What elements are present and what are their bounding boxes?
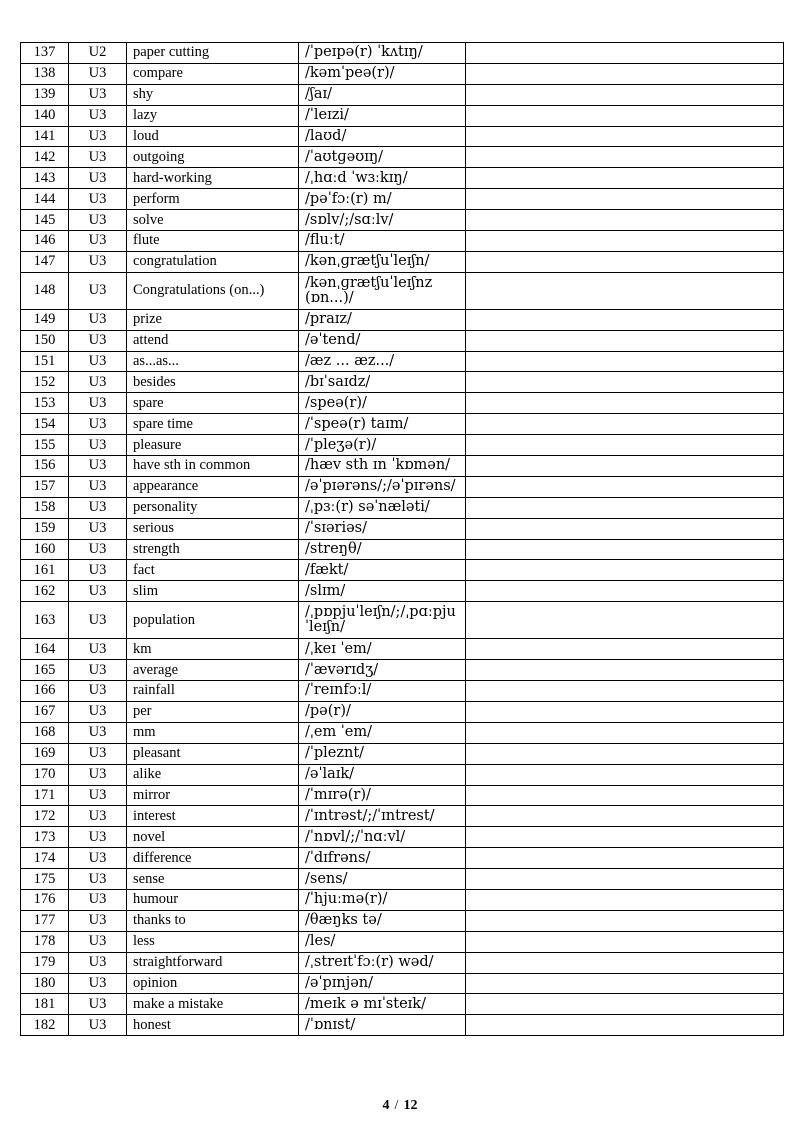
entry-number: 145 — [21, 210, 69, 231]
entry-phonetic: /ˌpɜː(r) səˈnæləti/ — [299, 497, 466, 518]
entry-phonetic: /ˈhjuːmə(r)/ — [299, 889, 466, 910]
table-row — [21, 722, 784, 743]
entry-phonetic: /ˈpleʒə(r)/ — [299, 435, 466, 456]
entry-unit: U3 — [69, 84, 127, 105]
entry-phonetic: /əˈpɪərəns/;/əˈpɪrəns/ — [299, 476, 466, 497]
entry-number: 157 — [21, 476, 69, 497]
entry-phonetic: /ˈdɪfrəns/ — [299, 848, 466, 869]
table-row — [21, 330, 784, 351]
entry-phonetic: /kəmˈpeə(r)/ — [299, 63, 466, 84]
entry-phonetic: /ˈreɪnfɔːl/ — [299, 681, 466, 702]
table-row — [21, 272, 784, 309]
entry-number: 181 — [21, 994, 69, 1015]
entry-word: outgoing — [127, 147, 299, 168]
table-row — [21, 309, 784, 330]
entry-word: less — [127, 931, 299, 952]
table-row — [21, 889, 784, 910]
entry-phonetic: /ˈleɪzi/ — [299, 105, 466, 126]
entry-note — [466, 372, 784, 393]
entry-phonetic: /laʊd/ — [299, 126, 466, 147]
entry-word: straightforward — [127, 952, 299, 973]
entry-phonetic: /pəˈfɔː(r) m/ — [299, 189, 466, 210]
entry-note — [466, 272, 784, 309]
table-row — [21, 518, 784, 539]
entry-note — [466, 147, 784, 168]
entry-note — [466, 456, 784, 477]
entry-unit: U3 — [69, 994, 127, 1015]
entry-word: interest — [127, 806, 299, 827]
entry-number: 137 — [21, 43, 69, 64]
entry-unit: U3 — [69, 168, 127, 189]
entry-note — [466, 497, 784, 518]
entry-phonetic: /kənˌɡrætʃuˈleɪʃnz (ɒn...)/ — [299, 272, 466, 309]
entry-word: sense — [127, 869, 299, 890]
entry-unit: U3 — [69, 539, 127, 560]
table-row — [21, 806, 784, 827]
entry-word: have sth in common — [127, 456, 299, 477]
table-row — [21, 973, 784, 994]
entry-note — [466, 602, 784, 639]
entry-word: as...as... — [127, 351, 299, 372]
entry-word: paper cutting — [127, 43, 299, 64]
entry-number: 141 — [21, 126, 69, 147]
table-row — [21, 952, 784, 973]
entry-number: 142 — [21, 147, 69, 168]
table-row — [21, 639, 784, 660]
entry-phonetic: /hæv sth ɪn ˈkɒmən/ — [299, 456, 466, 477]
entry-number: 179 — [21, 952, 69, 973]
entry-note — [466, 330, 784, 351]
table-row — [21, 231, 784, 252]
entry-note — [466, 639, 784, 660]
entry-number: 167 — [21, 701, 69, 722]
entry-word: pleasant — [127, 743, 299, 764]
entry-note — [466, 210, 784, 231]
entry-unit: U3 — [69, 764, 127, 785]
entry-word: population — [127, 602, 299, 639]
entry-phonetic: /slɪm/ — [299, 581, 466, 602]
entry-word: thanks to — [127, 910, 299, 931]
entry-unit: U3 — [69, 372, 127, 393]
entry-number: 149 — [21, 309, 69, 330]
entry-number: 164 — [21, 639, 69, 660]
entry-unit: U3 — [69, 722, 127, 743]
entry-unit: U3 — [69, 560, 127, 581]
entry-unit: U3 — [69, 785, 127, 806]
entry-note — [466, 581, 784, 602]
entry-number: 163 — [21, 602, 69, 639]
entry-number: 148 — [21, 272, 69, 309]
entry-note — [466, 931, 784, 952]
entry-word: opinion — [127, 973, 299, 994]
entry-phonetic: /ˌem ˈem/ — [299, 722, 466, 743]
table-row — [21, 435, 784, 456]
entry-phonetic: /ˌstreɪtˈfɔː(r) wəd/ — [299, 952, 466, 973]
entry-word: attend — [127, 330, 299, 351]
entry-phonetic: /bɪˈsaɪdz/ — [299, 372, 466, 393]
entry-unit: U3 — [69, 869, 127, 890]
entry-phonetic: /sens/ — [299, 869, 466, 890]
entry-number: 146 — [21, 231, 69, 252]
table-row — [21, 743, 784, 764]
entry-unit: U3 — [69, 660, 127, 681]
entry-number: 158 — [21, 497, 69, 518]
table-row — [21, 848, 784, 869]
entry-word: slim — [127, 581, 299, 602]
entry-phonetic: /ˈævərɪdʒ/ — [299, 660, 466, 681]
entry-word: alike — [127, 764, 299, 785]
entry-note — [466, 168, 784, 189]
entry-word: perform — [127, 189, 299, 210]
entry-number: 168 — [21, 722, 69, 743]
entry-word: honest — [127, 1015, 299, 1036]
entry-word: compare — [127, 63, 299, 84]
entry-word: km — [127, 639, 299, 660]
table-row — [21, 764, 784, 785]
entry-note — [466, 43, 784, 64]
entry-number: 154 — [21, 414, 69, 435]
entry-phonetic: /fluːt/ — [299, 231, 466, 252]
entry-word: personality — [127, 497, 299, 518]
entry-number: 180 — [21, 973, 69, 994]
entry-phonetic: /əˈtend/ — [299, 330, 466, 351]
entry-number: 150 — [21, 330, 69, 351]
entry-note — [466, 63, 784, 84]
entry-phonetic: /ˌhɑːd ˈwɜːkɪŋ/ — [299, 168, 466, 189]
entry-phonetic: /ˈnɒvl/;/ˈnɑːvl/ — [299, 827, 466, 848]
entry-number: 161 — [21, 560, 69, 581]
entry-unit: U3 — [69, 147, 127, 168]
table-row — [21, 785, 784, 806]
entry-word: rainfall — [127, 681, 299, 702]
entry-phonetic: /speə(r)/ — [299, 393, 466, 414]
entry-note — [466, 660, 784, 681]
entry-word: humour — [127, 889, 299, 910]
table-row — [21, 910, 784, 931]
entry-unit: U3 — [69, 743, 127, 764]
entry-note — [466, 476, 784, 497]
entry-word: average — [127, 660, 299, 681]
page-number: 4 — [382, 1098, 390, 1113]
entry-number: 152 — [21, 372, 69, 393]
entry-word: hard-working — [127, 168, 299, 189]
page-footer — [0, 1098, 800, 1114]
table-row — [21, 476, 784, 497]
entry-number: 176 — [21, 889, 69, 910]
entry-note — [466, 126, 784, 147]
entry-unit: U3 — [69, 497, 127, 518]
entry-unit: U3 — [69, 476, 127, 497]
entry-number: 169 — [21, 743, 69, 764]
entry-number: 171 — [21, 785, 69, 806]
entry-note — [466, 701, 784, 722]
entry-note — [466, 251, 784, 272]
entry-phonetic: /æz ... æz.../ — [299, 351, 466, 372]
entry-unit: U3 — [69, 435, 127, 456]
table-row — [21, 1015, 784, 1036]
entry-note — [466, 309, 784, 330]
entry-word: spare — [127, 393, 299, 414]
entry-word: loud — [127, 126, 299, 147]
entry-word: make a mistake — [127, 994, 299, 1015]
page-separator: / — [394, 1098, 399, 1113]
entry-note — [466, 785, 784, 806]
entry-number: 160 — [21, 539, 69, 560]
table-row — [21, 681, 784, 702]
entry-number: 178 — [21, 931, 69, 952]
entry-note — [466, 681, 784, 702]
table-row — [21, 602, 784, 639]
entry-word: flute — [127, 231, 299, 252]
entry-unit: U3 — [69, 848, 127, 869]
table-row — [21, 393, 784, 414]
entry-unit: U3 — [69, 414, 127, 435]
entry-number: 173 — [21, 827, 69, 848]
entry-note — [466, 435, 784, 456]
entry-number: 155 — [21, 435, 69, 456]
entry-note — [466, 518, 784, 539]
table-row — [21, 43, 784, 64]
entry-phonetic: /əˈpɪnjən/ — [299, 973, 466, 994]
entry-note — [466, 910, 784, 931]
entry-word: besides — [127, 372, 299, 393]
entry-unit: U3 — [69, 189, 127, 210]
entry-note — [466, 952, 784, 973]
entry-unit: U3 — [69, 126, 127, 147]
entry-word: difference — [127, 848, 299, 869]
table-row — [21, 210, 784, 231]
entry-note — [466, 189, 784, 210]
entry-phonetic: /ˌkeɪ ˈem/ — [299, 639, 466, 660]
entry-word: serious — [127, 518, 299, 539]
table-row — [21, 660, 784, 681]
entry-phonetic: /streŋθ/ — [299, 539, 466, 560]
entry-note — [466, 806, 784, 827]
table-row — [21, 351, 784, 372]
entry-number: 162 — [21, 581, 69, 602]
entry-number: 177 — [21, 910, 69, 931]
entry-unit: U3 — [69, 827, 127, 848]
entry-phonetic: /ˈpeɪpə(r) ˈkʌtɪŋ/ — [299, 43, 466, 64]
entry-number: 174 — [21, 848, 69, 869]
vocabulary-table-body — [21, 43, 784, 1036]
entry-word: per — [127, 701, 299, 722]
entry-phonetic: /ˈaʊtɡəʊɪŋ/ — [299, 147, 466, 168]
entry-phonetic: /fækt/ — [299, 560, 466, 581]
entry-note — [466, 539, 784, 560]
table-row — [21, 105, 784, 126]
entry-word: novel — [127, 827, 299, 848]
entry-phonetic: /θæŋks tə/ — [299, 910, 466, 931]
entry-unit: U3 — [69, 973, 127, 994]
table-row — [21, 84, 784, 105]
entry-note — [466, 994, 784, 1015]
entry-number: 170 — [21, 764, 69, 785]
entry-word: prize — [127, 309, 299, 330]
entry-unit: U3 — [69, 889, 127, 910]
entry-number: 166 — [21, 681, 69, 702]
table-row — [21, 560, 784, 581]
entry-word: appearance — [127, 476, 299, 497]
entry-unit: U3 — [69, 806, 127, 827]
entry-number: 182 — [21, 1015, 69, 1036]
page-total: 12 — [403, 1098, 418, 1113]
entry-unit: U3 — [69, 581, 127, 602]
entry-phonetic: /ʃaɪ/ — [299, 84, 466, 105]
entry-note — [466, 560, 784, 581]
entry-phonetic: /les/ — [299, 931, 466, 952]
table-row — [21, 497, 784, 518]
table-row — [21, 63, 784, 84]
entry-phonetic: /ˈmɪrə(r)/ — [299, 785, 466, 806]
table-row — [21, 251, 784, 272]
entry-unit: U3 — [69, 210, 127, 231]
entry-number: 175 — [21, 869, 69, 890]
entry-phonetic: /pə(r)/ — [299, 701, 466, 722]
entry-unit: U3 — [69, 351, 127, 372]
entry-phonetic: /ˈspeə(r) taɪm/ — [299, 414, 466, 435]
entry-phonetic: /kənˌɡrætʃuˈleɪʃn/ — [299, 251, 466, 272]
entry-number: 147 — [21, 251, 69, 272]
entry-word: pleasure — [127, 435, 299, 456]
table-row — [21, 414, 784, 435]
entry-note — [466, 231, 784, 252]
entry-number: 138 — [21, 63, 69, 84]
table-row — [21, 539, 784, 560]
entry-unit: U3 — [69, 952, 127, 973]
entry-number: 156 — [21, 456, 69, 477]
entry-unit: U3 — [69, 63, 127, 84]
entry-phonetic: /əˈlaɪk/ — [299, 764, 466, 785]
table-row — [21, 456, 784, 477]
entry-unit: U3 — [69, 309, 127, 330]
entry-unit: U3 — [69, 1015, 127, 1036]
entry-unit: U3 — [69, 251, 127, 272]
table-row — [21, 168, 784, 189]
entry-unit: U3 — [69, 681, 127, 702]
entry-phonetic: /ˈsɪəriəs/ — [299, 518, 466, 539]
entry-unit: U3 — [69, 272, 127, 309]
entry-unit: U3 — [69, 701, 127, 722]
entry-word: solve — [127, 210, 299, 231]
entry-word: mirror — [127, 785, 299, 806]
entry-number: 172 — [21, 806, 69, 827]
entry-unit: U3 — [69, 910, 127, 931]
table-row — [21, 147, 784, 168]
entry-note — [466, 414, 784, 435]
entry-note — [466, 764, 784, 785]
entry-unit: U3 — [69, 231, 127, 252]
table-row — [21, 372, 784, 393]
entry-word: strength — [127, 539, 299, 560]
entry-unit: U3 — [69, 105, 127, 126]
entry-phonetic: /ˈpleznt/ — [299, 743, 466, 764]
entry-word: mm — [127, 722, 299, 743]
table-row — [21, 869, 784, 890]
table-row — [21, 701, 784, 722]
entry-unit: U3 — [69, 931, 127, 952]
table-row — [21, 189, 784, 210]
entry-word: congratulation — [127, 251, 299, 272]
entry-note — [466, 1015, 784, 1036]
entry-note — [466, 889, 784, 910]
entry-unit: U3 — [69, 602, 127, 639]
entry-phonetic: /ˈɒnɪst/ — [299, 1015, 466, 1036]
entry-number: 153 — [21, 393, 69, 414]
entry-word: spare time — [127, 414, 299, 435]
entry-number: 140 — [21, 105, 69, 126]
table-row — [21, 827, 784, 848]
entry-unit: U3 — [69, 456, 127, 477]
entry-unit: U3 — [69, 639, 127, 660]
entry-note — [466, 848, 784, 869]
entry-number: 144 — [21, 189, 69, 210]
entry-note — [466, 393, 784, 414]
entry-note — [466, 722, 784, 743]
entry-word: shy — [127, 84, 299, 105]
table-row — [21, 994, 784, 1015]
entry-unit: U2 — [69, 43, 127, 64]
entry-note — [466, 84, 784, 105]
entry-word: fact — [127, 560, 299, 581]
entry-number: 159 — [21, 518, 69, 539]
entry-unit: U3 — [69, 518, 127, 539]
table-row — [21, 581, 784, 602]
entry-note — [466, 869, 784, 890]
entry-number: 139 — [21, 84, 69, 105]
entry-phonetic: /ˈɪntrəst/;/ˈɪntrest/ — [299, 806, 466, 827]
entry-phonetic: /ˌpɒpjuˈleɪʃn/;/ˌpɑːpjuˈleɪʃn/ — [299, 602, 466, 639]
entry-unit: U3 — [69, 330, 127, 351]
entry-word: Congratulations (on...) — [127, 272, 299, 309]
entry-note — [466, 351, 784, 372]
entry-number: 151 — [21, 351, 69, 372]
entry-note — [466, 105, 784, 126]
entry-phonetic: /praɪz/ — [299, 309, 466, 330]
table-row — [21, 126, 784, 147]
entry-number: 165 — [21, 660, 69, 681]
vocabulary-table — [20, 42, 784, 1036]
entry-note — [466, 743, 784, 764]
entry-phonetic: /sɒlv/;/sɑːlv/ — [299, 210, 466, 231]
entry-note — [466, 827, 784, 848]
entry-unit: U3 — [69, 393, 127, 414]
entry-number: 143 — [21, 168, 69, 189]
entry-word: lazy — [127, 105, 299, 126]
entry-note — [466, 973, 784, 994]
entry-phonetic: /meɪk ə mɪˈsteɪk/ — [299, 994, 466, 1015]
table-row — [21, 931, 784, 952]
